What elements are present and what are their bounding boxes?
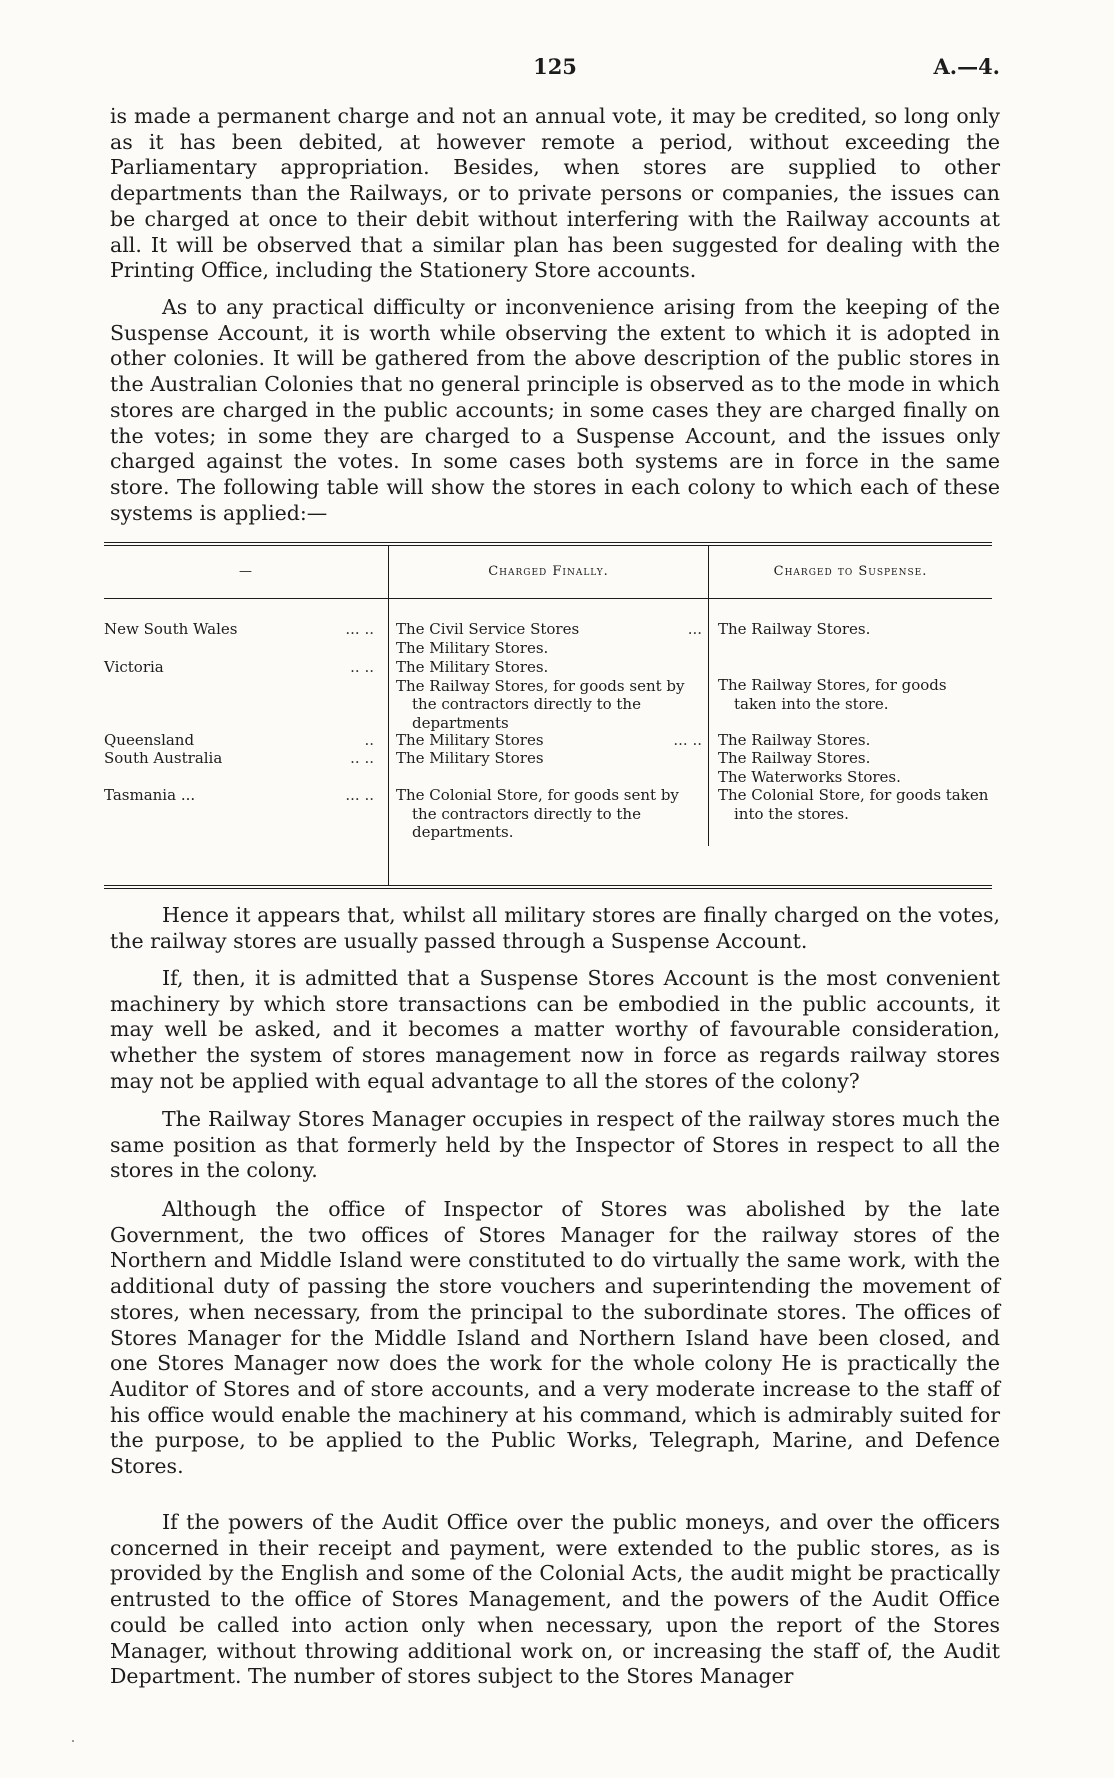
paragraph-3 (110, 903, 1000, 954)
table-row-colony (104, 658, 374, 677)
cell-text: The Railway Stores. (718, 731, 871, 749)
table-cell-finally (396, 786, 702, 842)
table-header-charged-finally: Charged Finally. (488, 564, 609, 579)
cell-text: The Railway Stores, for goods taken into the store. (718, 676, 947, 713)
dot-leader: ... .. (345, 620, 374, 638)
cell-text: The Colonial Store, for goods taken into the stores. (718, 786, 989, 823)
paragraph-text: The Railway Stores Manager occupies in respect of the railway stores much the same position as that formerly held by the Inspector of Stores in respect to all the stores in the colony. (110, 1107, 1000, 1183)
cell-text: The Colonial Store, for goods sent by the contractors directly to the departments. (396, 786, 679, 841)
column-divider (708, 546, 709, 846)
column-divider (388, 546, 389, 885)
table-top-rule (104, 542, 992, 543)
table-row-colony (104, 731, 374, 750)
paragraph-text: As to any practical difficulty or inconvenience arising from the keeping of the Suspense Account, it is worth while observing the extent to which it is adopted in other colonies. It will be gathered from the above description of the public stores in the Australian Colonies that no general principle is observed as to the mode in which stores are charged in the public accounts; in some cases they are charged finally on the votes; in some they are charged to a Suspense Account, and the issues only charged against the votes. In some cases both systems are in force in the same store. The following table will show the stores in each colony to which each of these systems is applied:— (110, 295, 1000, 525)
cell-text: The Military Stores. (396, 638, 549, 657)
table-cell-suspense (718, 731, 990, 750)
dot-leader: .. (364, 731, 374, 749)
cell-text: The Waterworks Stores. (718, 767, 901, 786)
table-cell-suspense (718, 749, 990, 786)
table-bottom-rule (104, 885, 992, 886)
paragraph-6 (110, 1197, 1000, 1480)
paragraph-text: is made a permanent charge and not an annual vote, it may be credited, so long only as it has been debited, at however remote a period, without exceeding the Parliamentary appropriation. Besides, when stores are supplied to other departments than the Railways, or to private persons or companies, the issues can be charged at once to their debit without interfering with the Railway accounts at all. It will be observed that a similar plan has been suggested for dealing with the Printing Office, including the Stationery Store accounts. (110, 104, 1000, 283)
page-header (110, 50, 1000, 86)
table-top-rule-inner (104, 545, 992, 546)
table-cell-suspense (718, 620, 990, 639)
table-bottom-rule-inner (104, 888, 992, 889)
paragraph-1 (110, 104, 1000, 284)
cell-text: The Railway Stores. (718, 749, 871, 767)
dot-leader: ... .. (673, 731, 702, 749)
colony-name: New South Wales (104, 620, 238, 638)
cell-text: The Military Stores (396, 731, 544, 749)
table-header-colony: — (239, 564, 253, 579)
paragraph-text: If, then, it is admitted that a Suspense Stores Account is the most convenient machinery by which store transactions can be embodied in the public accounts, it may well be asked, and it becomes a matter worthy of favourable consideration, whether the system of stores management now in force as regards railway stores may not be applied with equal advantage to all the stores of the colony? (110, 966, 1000, 1093)
cell-text: The Civil Service Stores (396, 620, 580, 638)
cell-text: The Military Stores. (396, 658, 549, 676)
paragraph-7 (110, 1510, 1000, 1690)
document-reference: A.—4. (933, 54, 1000, 79)
colony-name: Queensland (104, 731, 195, 749)
table-row-colony (104, 620, 374, 639)
scan-speck (72, 1740, 74, 1742)
paragraph-text: Although the office of Inspector of Stores was abolished by the late Government, the two offices of Stores Manager for the railway stores of the Northern and Middle Island were constituted to do virtually the same work, with the additional duty of passing the store vouchers and superintending the movement of stores, when necessary, from the principal to the subordinate stores. The offices of Stores Manager for the Middle Island and Northern Island have been closed, and one Stores Manager now does the work for the whole colony He is practically the Auditor of Stores and of store accounts, and a very moderate increase to the staff of his office would enable the machinery at his command, which is admirably suited for the purpose, to be applied to the Public Works, Telegraph, Marine, and Defence Stores. (110, 1197, 1000, 1479)
colony-name: Victoria (104, 658, 164, 676)
table-cell-finally (396, 658, 702, 732)
table-row-colony (104, 749, 374, 768)
paragraph-text: Hence it appears that, whilst all military stores are finally charged on the votes, the railway stores are usually passed through a Suspense Account. (110, 903, 1000, 953)
page-number: 125 (533, 54, 577, 79)
table-cell-suspense (718, 786, 990, 823)
paragraph-4 (110, 966, 1000, 1095)
table-cell-finally (396, 620, 702, 657)
paragraph-5 (110, 1107, 1000, 1184)
dot-leader: .. .. (350, 658, 374, 676)
paragraph-text: If the powers of the Audit Office over the public moneys, and over the officers concerned in their receipt and payment, were extended to the public stores, as is provided by the English and some of the Colonial Acts, the audit might be practically entrusted to the office of Stores Management, and the powers of the Audit Office could be called into action only when necessary, upon the report of the Stores Manager, without throwing additional work on, or increasing the staff of, the Audit Department. The number of stores subject to the Stores Manager (110, 1510, 1000, 1689)
table-header-charged-to-suspense: Charged to Suspense. (773, 564, 928, 579)
dot-leader: ... .. (345, 786, 374, 804)
cell-text: The Military Stores (396, 749, 544, 767)
dot-leader: ... (687, 620, 702, 638)
colony-name: South Australia (104, 749, 223, 767)
paragraph-2 (110, 295, 1000, 526)
stores-table (104, 542, 992, 890)
colony-name: Tasmania ... (104, 786, 196, 804)
cell-text: The Railway Stores. (718, 620, 871, 638)
table-header-rule (104, 598, 992, 599)
table-cell-suspense (718, 676, 990, 713)
table-cell-finally (396, 731, 702, 750)
cell-text: The Railway Stores, for goods sent by the contractors directly to the departments (396, 676, 685, 732)
dot-leader: .. .. (350, 749, 374, 767)
table-cell-finally (396, 749, 702, 768)
table-row-colony (104, 786, 374, 805)
